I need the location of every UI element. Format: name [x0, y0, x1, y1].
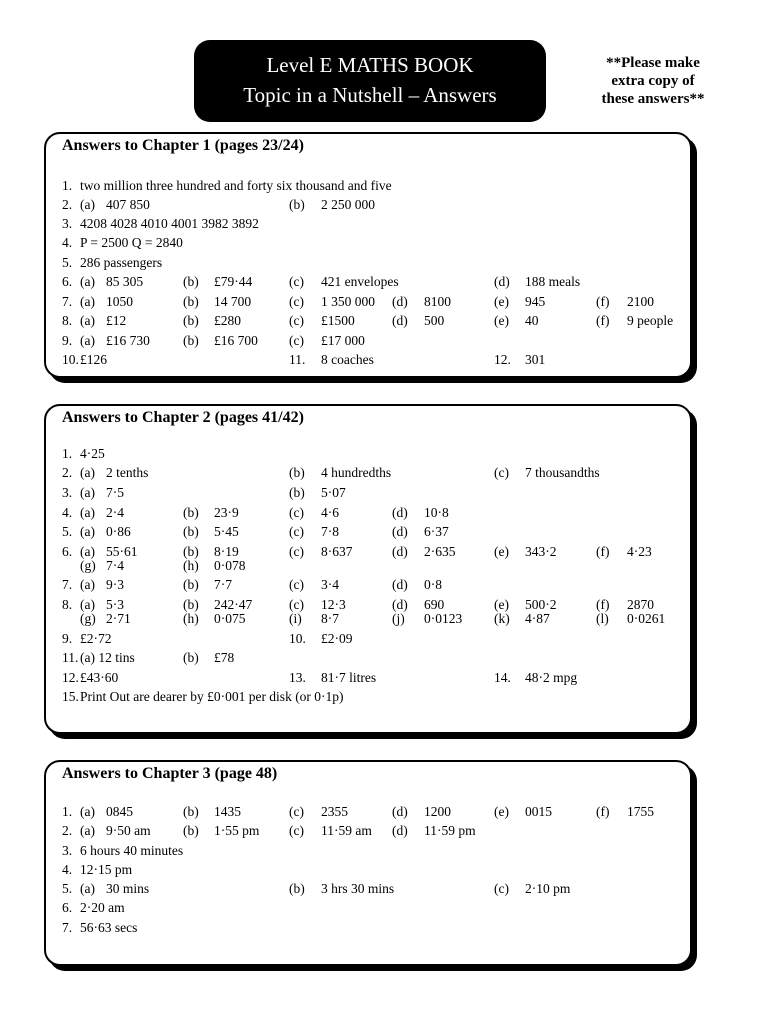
answer-cell: 7 thousandths	[525, 465, 600, 480]
answer-cell: 286 passengers	[80, 255, 163, 270]
copy-note	[578, 54, 728, 108]
answer-cell: 15.	[62, 689, 79, 704]
answer-cell: (b)	[183, 804, 199, 819]
answer-cell: (f)	[596, 313, 610, 328]
answer-cell: (b)	[183, 274, 199, 289]
answer-cell: (c)	[289, 804, 304, 819]
answer-cell: (a)	[80, 881, 95, 896]
answer-cell: (b)	[289, 465, 305, 480]
answer-cell: (e)	[494, 294, 509, 309]
answer-cell: 5.	[62, 881, 73, 896]
answer-cell: 4.	[62, 235, 73, 250]
answer-cell: 0845	[106, 804, 133, 819]
answer-cell: (a)	[80, 333, 95, 348]
answer-cell: 10.	[289, 631, 306, 646]
answer-cell: £12	[106, 313, 127, 328]
answer-row	[46, 505, 690, 523]
answer-cell: (a)	[80, 524, 95, 539]
answer-cell: 2·10 pm	[525, 881, 571, 896]
answer-cell: (d)	[392, 313, 408, 328]
answer-cell: (f)	[596, 597, 610, 612]
answer-cell: Print Out are dearer by £0·001 per disk (or 0·1p)	[80, 689, 344, 704]
note-line-1: **Please make	[606, 55, 700, 71]
answer-cell: (b)	[183, 577, 199, 592]
answer-row	[46, 333, 690, 351]
answer-row	[46, 823, 690, 841]
answer-cell: (c)	[289, 544, 304, 559]
answer-cell: 9 people	[627, 313, 674, 328]
answer-cell: 0015	[525, 804, 552, 819]
answer-cell: 3.	[62, 843, 73, 858]
answer-cell: 12·15 pm	[80, 862, 133, 877]
answer-row	[46, 446, 690, 464]
answer-cell: 500	[424, 313, 445, 328]
answer-cell: 4·25	[80, 446, 105, 461]
answer-cell: 301	[525, 352, 546, 367]
answer-cell: (b)	[183, 333, 199, 348]
answer-cell: 343·2	[525, 544, 557, 559]
answer-cell: 407 850	[106, 197, 150, 212]
answer-cell: (b)	[183, 313, 199, 328]
answer-cell: 4·23	[627, 544, 652, 559]
answer-cell: 8·637	[321, 544, 353, 559]
answer-cell: (a)	[80, 505, 95, 520]
answer-cell: 3.	[62, 485, 73, 500]
chapter-panel	[44, 760, 692, 966]
answer-cell: 690	[424, 597, 445, 612]
chapter-title: Answers to Chapter 1 (pages 23/24)	[62, 137, 304, 154]
answer-cell: (j)	[392, 611, 405, 626]
answer-cell: (d)	[392, 823, 408, 838]
answer-cell: (a)	[80, 544, 95, 559]
answer-cell: 5·07	[321, 485, 346, 500]
answer-cell: 23·9	[214, 505, 239, 520]
answer-cell: (d)	[392, 804, 408, 819]
answer-row	[46, 862, 690, 880]
answer-cell: 2 tenths	[106, 465, 149, 480]
answer-cell: (a)	[80, 294, 95, 309]
answer-cell: 5.	[62, 255, 73, 270]
answer-cell: 0·8	[424, 577, 442, 592]
answer-row	[46, 485, 690, 503]
answer-cell: 500·2	[525, 597, 557, 612]
answer-row	[46, 524, 690, 542]
answer-cell: (c)	[289, 577, 304, 592]
answer-cell: £43·60	[80, 670, 119, 685]
chapter-title: Answers to Chapter 2 (pages 41/42)	[62, 409, 304, 426]
answer-row	[46, 197, 690, 215]
answer-cell: (i)	[289, 611, 302, 626]
answer-row	[46, 216, 690, 234]
answer-cell: (c)	[289, 333, 304, 348]
answer-cell: 1 350 000	[321, 294, 375, 309]
answer-cell: 3·4	[321, 577, 339, 592]
answer-cell: 12.	[62, 670, 79, 685]
answer-cell: 0·075	[214, 611, 246, 626]
answer-cell: (a)	[80, 823, 95, 838]
answer-cell: 0·078	[214, 558, 246, 573]
answer-cell: (d)	[392, 544, 408, 559]
answer-cell: 48·2 mpg	[525, 670, 578, 685]
answer-cell: 188 meals	[525, 274, 581, 289]
answer-cell: 11·59 pm	[424, 823, 476, 838]
answer-cell: 14.	[494, 670, 511, 685]
answer-cell: (a)	[80, 804, 95, 819]
answer-cell: 12·3	[321, 597, 346, 612]
answer-cell: 9.	[62, 333, 73, 348]
answer-cell: 2.	[62, 197, 73, 212]
answer-row	[46, 804, 690, 822]
answer-cell: (a) 12 tins	[80, 650, 135, 665]
answer-row	[46, 631, 690, 649]
answer-cell: (d)	[392, 597, 408, 612]
answer-cell: 4 hundredths	[321, 465, 392, 480]
answer-cell: 7.	[62, 577, 73, 592]
answer-cell: 2 250 000	[321, 197, 375, 212]
answer-cell: (a)	[80, 197, 95, 212]
answer-cell: (c)	[289, 313, 304, 328]
answer-cell: (c)	[289, 597, 304, 612]
answer-cell: (l)	[596, 611, 609, 626]
answer-cell: 13.	[289, 670, 306, 685]
answer-cell: (c)	[289, 823, 304, 838]
answer-row	[46, 920, 690, 938]
answer-cell: 7.	[62, 294, 73, 309]
answer-cell: (e)	[494, 804, 509, 819]
answer-cell: 56·63 secs	[80, 920, 138, 935]
answer-cell: 1.	[62, 178, 73, 193]
answer-cell: 4208 4028 4010 4001 3982 3892	[80, 216, 259, 231]
answer-cell: £78	[214, 650, 235, 665]
answer-cell: £16 730	[106, 333, 150, 348]
answer-row	[46, 611, 690, 629]
answer-cell: 5·3	[106, 597, 124, 612]
answer-row	[46, 689, 690, 707]
answer-cell: (c)	[494, 881, 509, 896]
title-line-2: Topic in a Nutshell – Answers	[243, 83, 497, 107]
answer-cell: 8.	[62, 313, 73, 328]
answer-cell: 7.	[62, 920, 73, 935]
answer-cell: 7·7	[214, 577, 232, 592]
answer-cell: (a)	[80, 313, 95, 328]
answer-cell: 40	[525, 313, 539, 328]
answer-cell: £16 700	[214, 333, 258, 348]
answer-row	[46, 274, 690, 292]
answer-cell: 2.	[62, 465, 73, 480]
answer-cell: 8·7	[321, 611, 339, 626]
note-line-2: extra copy of	[611, 73, 695, 89]
answer-cell: £280	[214, 313, 241, 328]
answer-cell: 6.	[62, 274, 73, 289]
answer-cell: 8.	[62, 597, 73, 612]
answer-cell: 81·7 litres	[321, 670, 377, 685]
answer-cell: (e)	[494, 597, 509, 612]
answer-cell: £1500	[321, 313, 355, 328]
answer-cell: (e)	[494, 544, 509, 559]
answer-cell: (c)	[494, 465, 509, 480]
answer-cell: (h)	[183, 558, 199, 573]
answer-cell: 10.	[62, 352, 79, 367]
answer-cell: £2·09	[321, 631, 353, 646]
answer-cell: £17 000	[321, 333, 365, 348]
answer-cell: (c)	[289, 505, 304, 520]
answer-cell: 1·55 pm	[214, 823, 260, 838]
answer-cell: (d)	[392, 294, 408, 309]
title-line-1: Level E MATHS BOOK	[266, 53, 474, 77]
title-box	[194, 40, 546, 122]
answer-cell: 2355	[321, 804, 348, 819]
answer-cell: 55·61	[106, 544, 138, 559]
answer-cell: (a)	[80, 485, 95, 500]
answer-cell: 2.	[62, 823, 73, 838]
answer-cell: (c)	[289, 274, 304, 289]
chapter-panel	[44, 132, 692, 378]
answer-cell: (f)	[596, 804, 610, 819]
answer-cell: £126	[80, 352, 107, 367]
answer-cell: 6.	[62, 544, 73, 559]
answer-cell: 1435	[214, 804, 241, 819]
answer-cell: (g)	[80, 611, 96, 626]
answer-cell: 8·19	[214, 544, 239, 559]
answer-cell: 7·4	[106, 558, 124, 573]
answer-cell: (b)	[183, 294, 199, 309]
answer-cell: 945	[525, 294, 546, 309]
answer-cell: 6 hours 40 minutes	[80, 843, 184, 858]
answer-cell: 242·47	[214, 597, 253, 612]
answer-cell: 0·0123	[424, 611, 463, 626]
answer-row	[46, 670, 690, 688]
answer-row	[46, 465, 690, 483]
answer-row	[46, 352, 690, 370]
answer-cell: 4.	[62, 862, 73, 877]
answer-row	[46, 294, 690, 312]
answer-row	[46, 178, 690, 196]
answer-cell: 30 mins	[106, 881, 150, 896]
answer-cell: 3 hrs 30 mins	[321, 881, 395, 896]
answer-cell: 5.	[62, 524, 73, 539]
answer-cell: 2·635	[424, 544, 456, 559]
answer-cell: (a)	[80, 597, 95, 612]
chapter-panel	[44, 404, 692, 734]
answer-cell: 0·0261	[627, 611, 666, 626]
answer-cell: 3.	[62, 216, 73, 231]
answer-cell: (d)	[392, 577, 408, 592]
answer-cell: (c)	[289, 524, 304, 539]
answer-row	[46, 235, 690, 253]
answer-row	[46, 577, 690, 595]
answer-cell: 7·5	[106, 485, 124, 500]
answer-cell: (d)	[392, 505, 408, 520]
answer-cell: 1.	[62, 804, 73, 819]
answer-cell: 4·87	[525, 611, 550, 626]
answer-cell: (d)	[494, 274, 510, 289]
answer-cell: (b)	[289, 485, 305, 500]
answer-cell: 6.	[62, 900, 73, 915]
answer-cell: (b)	[183, 823, 199, 838]
answer-cell: 2·71	[106, 611, 131, 626]
answer-cell: (b)	[183, 650, 199, 665]
answer-cell: (b)	[183, 544, 199, 559]
answer-cell: 7·8	[321, 524, 339, 539]
answer-cell: (a)	[80, 274, 95, 289]
answer-cell: 9·50 am	[106, 823, 151, 838]
answer-cell: (d)	[392, 524, 408, 539]
answer-cell: (c)	[289, 294, 304, 309]
answer-cell: (a)	[80, 577, 95, 592]
answer-cell: (b)	[289, 881, 305, 896]
answer-row	[46, 900, 690, 918]
answer-cell: (k)	[494, 611, 510, 626]
answer-cell: 8100	[424, 294, 451, 309]
answer-cell: 1755	[627, 804, 654, 819]
answer-cell: 1200	[424, 804, 451, 819]
answer-cell: (b)	[289, 197, 305, 212]
answer-cell: £79·44	[214, 274, 253, 289]
answer-cell: 11.	[289, 352, 306, 367]
answer-cell: 0·86	[106, 524, 131, 539]
answer-row	[46, 558, 690, 576]
answer-cell: (h)	[183, 611, 199, 626]
chapter-title: Answers to Chapter 3 (page 48)	[62, 765, 278, 782]
answer-cell: 6·37	[424, 524, 449, 539]
answer-cell: 11·59 am	[321, 823, 372, 838]
answer-cell: (f)	[596, 294, 610, 309]
answer-cell: 1050	[106, 294, 133, 309]
answer-cell: 2·20 am	[80, 900, 125, 915]
answer-cell: (e)	[494, 313, 509, 328]
answer-row	[46, 843, 690, 861]
answer-cell: 2·4	[106, 505, 124, 520]
answer-cell: 12.	[494, 352, 511, 367]
answer-cell: (f)	[596, 544, 610, 559]
answer-cell: 9·3	[106, 577, 124, 592]
answer-cell: £2·72	[80, 631, 112, 646]
answer-cell: 5·45	[214, 524, 239, 539]
answer-cell: (g)	[80, 558, 96, 573]
answer-cell: (b)	[183, 597, 199, 612]
answer-cell: two million three hundred and forty six thousand and five	[80, 178, 392, 193]
answer-cell: (b)	[183, 524, 199, 539]
answer-cell: 2870	[627, 597, 654, 612]
answer-cell: 1.	[62, 446, 73, 461]
answer-cell: 9.	[62, 631, 73, 646]
answer-cell: 2100	[627, 294, 654, 309]
answer-cell: 10·8	[424, 505, 449, 520]
answer-cell: (b)	[183, 505, 199, 520]
answer-cell: P = 2500 Q = 2840	[80, 235, 183, 250]
answer-cell: 85 305	[106, 274, 144, 289]
answer-cell: 14 700	[214, 294, 252, 309]
answer-row	[46, 255, 690, 273]
answer-cell: 11.	[62, 650, 79, 665]
answer-cell: 421 envelopes	[321, 274, 399, 289]
answer-row	[46, 313, 690, 331]
answer-cell: 4.	[62, 505, 73, 520]
answer-row	[46, 881, 690, 899]
answer-cell: (a)	[80, 465, 95, 480]
answer-cell: 4·6	[321, 505, 339, 520]
answer-cell: 8 coaches	[321, 352, 374, 367]
note-line-3: these answers**	[601, 91, 705, 107]
answer-row	[46, 650, 690, 668]
